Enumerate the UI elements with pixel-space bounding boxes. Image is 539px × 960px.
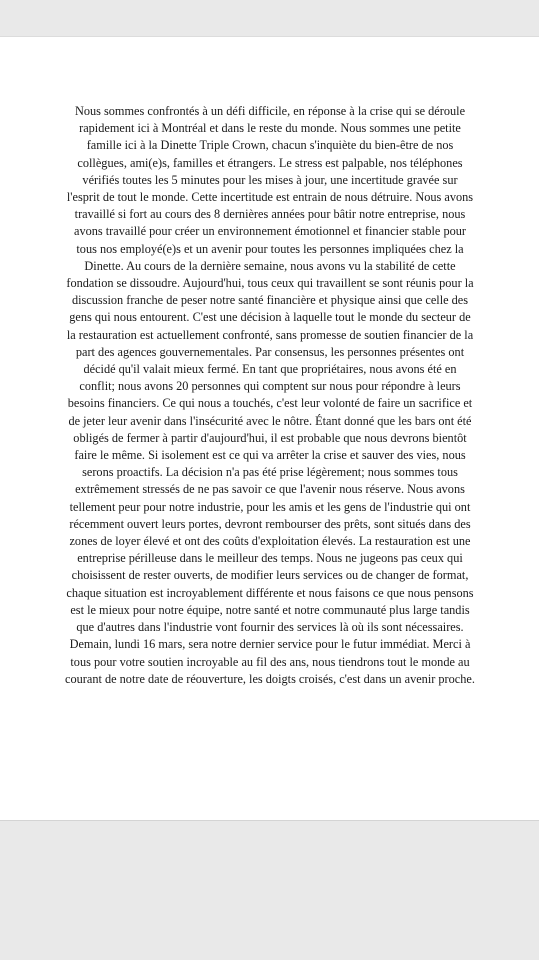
notice-line: vérifiés toutes les 5 minutes pour les mises à jour, une incertitude gravée sur [82,172,458,187]
notice-line: famille ici à la Dinette Triple Crown, chacun s'inquiète du bien-être de nos [86,138,454,153]
notice-line: est le mieux pour notre équipe, notre santé et notre communauté plus large tandis [70,602,470,617]
notice-line: récemment ouvert leurs portes, devront rembourser des prêts, sont situés dans des [69,516,471,531]
notice-line: travaillé si fort au cours des 8 dernières années pour bâtir notre entreprise, nous [74,207,466,222]
closure-notice-text [31,103,509,688]
notice-line: extrêmement stressés de ne pas savoir ce que l'avenir nous réserve. Nous avons [75,482,465,497]
notice-line: rapidement ici à Montréal et dans le reste du monde. Nous sommes une petite [79,121,461,136]
notice-line: zones de loyer élevé et ont des coûts d'exploitation élevés. La restauration est une [69,534,471,549]
notice-line: de jeter leur avenir dans l'insécurité avec le nôtre. Étant donné que les bars ont été [68,413,472,428]
notice-line: avons travaillé pour créer un environnement émotionnel et financier stable pour [74,224,466,239]
document-page [0,36,539,821]
notice-line: tellement peur pour notre industrie, pour les amis et les gens de l'industrie qui ont [69,499,471,514]
notice-line: fondation se dissoudre. Aujourd'hui, tous ceux qui travaillent se sont réunis pour la [66,276,474,291]
notice-line: gens qui nous entourent. C'est une décision à laquelle tout le monde du secteur de [69,310,471,325]
notice-line: décidé qu'il valait mieux fermé. En tant que propriétaires, nous avons été en [83,362,457,377]
notice-line: part des agences gouvernementales. Par consensus, les personnes présentes ont [75,344,465,359]
notice-line: choisissent de rester ouverts, de modifier leurs services ou de changer de format, [71,568,469,583]
notice-line: besoins financiers. Ce qui nous a touchés, c'est leur volonté de faire un sacrifice et [67,396,473,411]
notice-line: Nous sommes confrontés à un défi difficile, en réponse à la crise qui se déroule [74,104,466,118]
notice-line: la restauration est actuellement confronté, sans promesse de soutien financier de la [66,327,474,342]
notice-line: Dinette. Au cours de la dernière semaine, nous avons vu la stabilité de cette [84,258,456,273]
notice-line: discussion franche de peser notre santé financière et physique ainsi que celle des [71,293,469,308]
notice-line: que d'autres dans l'industrie vont fournir des services là où ils sont nécessaires. [76,620,464,635]
notice-line: Demain, lundi 16 mars, sera notre dernier service pour le futur immédiat. Merci à [69,637,471,652]
notice-line: courant de notre date de réouverture, les doigts croisés, c'est dans un avenir proche. [65,671,475,686]
notice-line: entreprise périlleuse dans le meilleur des temps. Nous ne jugeons pas ceux qui [77,551,463,566]
notice-line: collègues, ami(e)s, familles et étrangers. Le stress est palpable, nos téléphones [77,155,463,170]
notice-line: conflit; nous avons 20 personnes qui comptent sur nous pour répondre à leurs [79,379,461,394]
notice-line: obligés de fermer à partir d'aujourd'hui, il est probable que nous devrons bientôt [73,430,467,445]
notice-line: chaque situation est incroyablement différente et nous faisons ce que nous pensons [66,585,474,600]
notice-line: tous pour votre soutien incroyable au fil des ans, nous tiendrons tout le monde au [70,654,470,669]
notice-line: faire le même. Si isolement est ce qui va arrêter la crise et sauver des vies, nous [74,448,466,463]
notice-line: tous nos employé(e)s et un avenir pour toutes les personnes impliquées chez la [76,241,464,256]
notice-line: l'esprit de tout le monde. Cette incertitude est entrain de nous détruire. Nous avons [66,190,474,205]
notice-line: serons proactifs. La décision n'a pas été prise légèrement; nous sommes tous [82,465,458,480]
